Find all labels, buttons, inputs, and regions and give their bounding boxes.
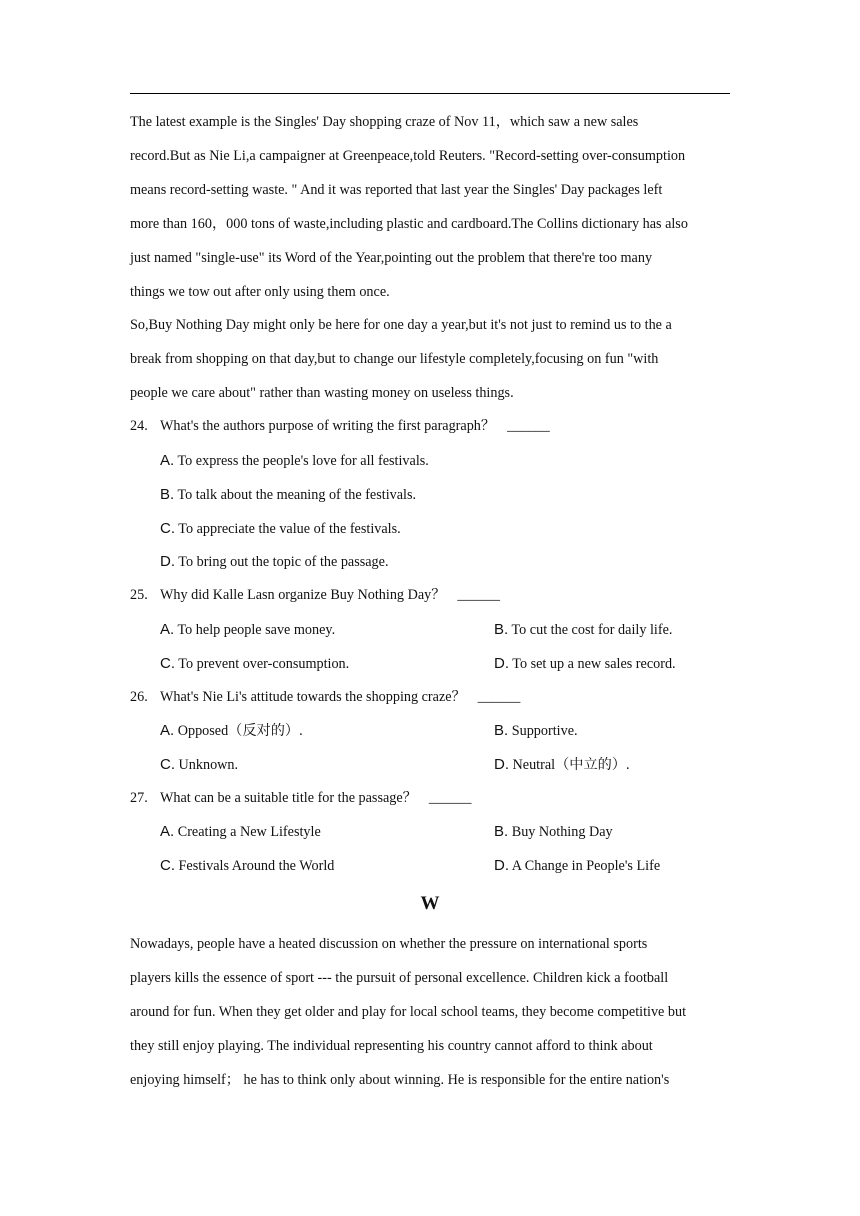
option-text: Neutral（中立的）. (512, 757, 630, 773)
option-text: To set up a new sales record. (512, 656, 676, 672)
option-d[interactable] (494, 654, 676, 674)
passage-line: around for fun. When they get older and play for local school teams, they become competitive but (130, 1004, 687, 1020)
option-letter: C. (160, 655, 175, 672)
option-letter: D. (494, 756, 509, 773)
option-d[interactable] (494, 856, 660, 876)
option-c[interactable] (160, 755, 238, 775)
passage-line: things we tow out after only using them once. (130, 284, 390, 300)
passage-line: break from shopping on that day,but to change our lifestyle completely,focusing on fun "with (130, 351, 659, 367)
passage-line: enjoying himself； he has to think only about winning. He is responsible for the entire nation's (130, 1072, 670, 1088)
question-number: 27. (130, 790, 148, 806)
question-number: 24. (130, 418, 148, 434)
option-a[interactable] (160, 822, 321, 842)
option-letter: C. (160, 857, 175, 874)
option-text: Creating a New Lifestyle (177, 824, 321, 840)
option-d[interactable] (494, 755, 630, 775)
option-text: To help people save money. (177, 622, 336, 638)
passage-line: record.But as Nie Li,a campaigner at Greenpeace,told Reuters. "Record-setting over-consumption (130, 148, 686, 164)
option-letter: A. (160, 722, 175, 739)
option-b[interactable] (160, 485, 416, 505)
option-c[interactable] (160, 856, 334, 876)
question-number: 25. (130, 587, 148, 603)
question-stem (130, 687, 520, 707)
option-text: Opposed（反对的）. (177, 723, 303, 739)
option-letter: A. (160, 452, 175, 469)
passage-line: people we care about" rather than wasting money on useless things. (130, 385, 514, 401)
option-b[interactable] (494, 620, 672, 640)
passage-line: they still enjoy playing. The individual representing his country cannot afford to think about (130, 1038, 653, 1054)
question-text: What's the authors purpose of writing the first paragraph？ (160, 418, 496, 434)
passage-line: So,Buy Nothing Day might only be here for one day a year,but it's not just to remind us to the a (130, 317, 672, 333)
option-text: To prevent over-consumption. (178, 656, 350, 672)
option-text: Unknown. (178, 757, 239, 773)
option-letter: B. (160, 486, 175, 503)
option-a[interactable] (160, 721, 303, 741)
option-c[interactable] (160, 519, 401, 539)
answer-blank[interactable]: ______ (477, 689, 521, 705)
question-text: What's Nie Li's attitude towards the shopping craze？ (160, 689, 466, 705)
question-stem (130, 585, 500, 605)
section-heading: W (420, 893, 440, 914)
option-letter: A. (160, 621, 175, 638)
answer-blank[interactable]: ______ (457, 587, 500, 603)
option-letter: D. (494, 857, 509, 874)
answer-blank[interactable]: ______ (428, 790, 472, 806)
answer-blank[interactable]: ______ (507, 418, 550, 434)
option-text: To express the people's love for all festivals. (177, 453, 429, 469)
option-letter: B. (494, 722, 509, 739)
question-text: What can be a suitable title for the passage？ (160, 790, 417, 806)
question-text: Why did Kalle Lasn organize Buy Nothing Day？ (160, 587, 446, 603)
passage-line: just named "single-use" its Word of the Year,pointing out the problem that there're too many (130, 250, 653, 266)
option-text: To bring out the topic of the passage. (178, 554, 389, 570)
option-letter: C. (160, 756, 175, 773)
option-letter: B. (494, 823, 509, 840)
option-c[interactable] (160, 654, 349, 674)
option-b[interactable] (494, 822, 613, 842)
option-letter: D. (494, 655, 509, 672)
option-d[interactable] (160, 552, 389, 572)
option-letter: D. (160, 553, 175, 570)
passage-line: The latest example is the Singles' Day shopping craze of Nov 11，which saw a new sales (130, 114, 639, 130)
option-text: To talk about the meaning of the festivals. (177, 487, 417, 503)
option-a[interactable] (160, 620, 335, 640)
option-text: To cut the cost for daily life. (511, 622, 673, 638)
option-text: A Change in People's Life (511, 858, 661, 874)
passage-line: Nowadays, people have a heated discussion on whether the pressure on international sports (130, 936, 648, 952)
option-text: Supportive. (511, 723, 578, 739)
option-a[interactable] (160, 451, 429, 471)
question-number: 26. (130, 689, 148, 705)
question-stem (130, 416, 550, 436)
option-letter: C. (160, 520, 175, 537)
option-text: Buy Nothing Day (511, 824, 613, 840)
option-letter: B. (494, 621, 509, 638)
option-text: To appreciate the value of the festivals. (178, 521, 401, 537)
header-rule (130, 93, 730, 94)
question-stem (130, 788, 471, 808)
passage-line: means record-setting waste. " And it was reported that last year the Singles' Day packages left (130, 182, 663, 198)
option-b[interactable] (494, 721, 578, 741)
option-letter: A. (160, 823, 175, 840)
passage-line: players kills the essence of sport --- the pursuit of personal excellence. Children kick a football (130, 970, 669, 986)
option-text: Festivals Around the World (178, 858, 335, 874)
passage-line: more than 160，000 tons of waste,including plastic and cardboard.The Collins dictionary has also (130, 216, 688, 232)
